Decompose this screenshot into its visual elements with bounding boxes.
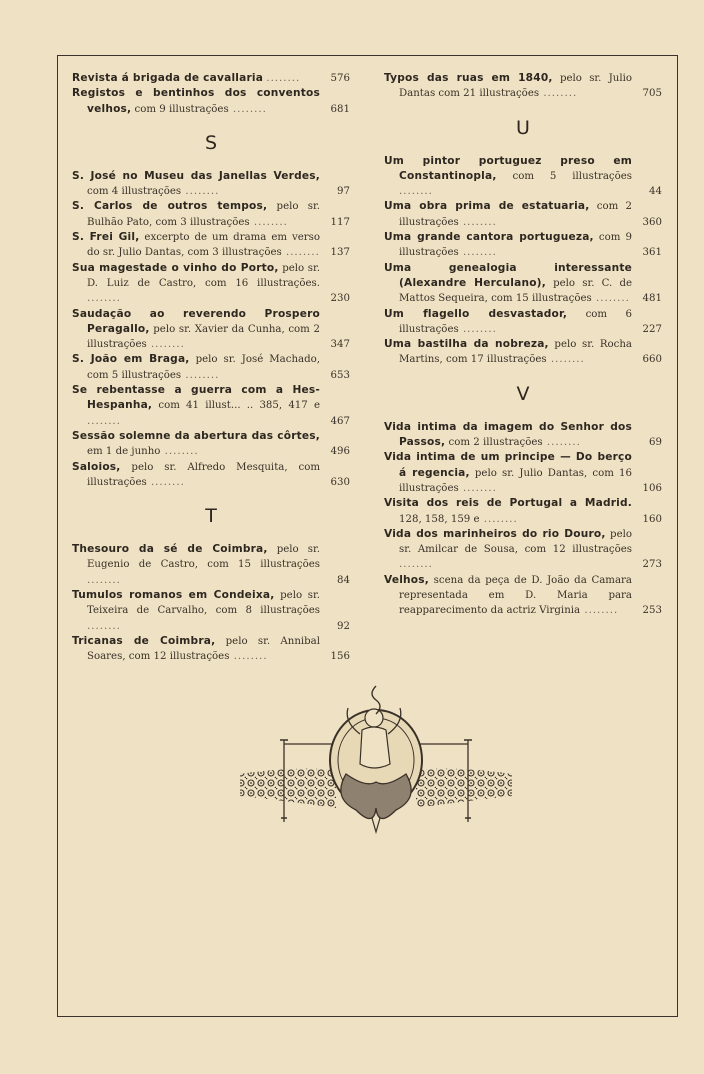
index-entry: [384, 496, 662, 527]
entry-description: pelo sr. Julio Dantas, com 16 illustrações: [399, 467, 632, 494]
entry-title: Vida dos marinheiros do rio Douro,: [384, 527, 606, 540]
index-entry: [72, 230, 350, 261]
entry-description: com 41 illust... .. 385, 417 e: [158, 400, 320, 412]
dot-leader: ........: [146, 476, 185, 488]
entry-description: com 6 illustrações: [399, 308, 632, 335]
entry-title: Visita dos reis de Portugal a Madrid.: [384, 497, 632, 510]
section-letter: U: [516, 116, 530, 139]
section-letter: S: [204, 131, 218, 154]
entry-title: Se rebentasse a guerra com a Hes-Hespanha,: [72, 384, 320, 412]
page-number: 97: [337, 186, 350, 198]
dot-leader: ........: [87, 415, 121, 427]
index-entry: [72, 352, 350, 383]
entry-description: pelo sr. Rocha Martins, com 17 illustrações: [399, 339, 632, 366]
dot-leader: ........: [146, 339, 185, 351]
entry-title: Vida intima da imagem do Senhor dos Passos,: [384, 420, 632, 449]
page-number: 253: [642, 605, 662, 617]
page-number: 230: [330, 293, 350, 305]
entry-description: pelo sr. D. Luiz de Castro, com 16 illustrações.: [87, 262, 320, 289]
entry-title: Saloios,: [72, 460, 121, 473]
index-entry: [72, 429, 350, 460]
entry-description: pelo sr. C. de Mattos Sequeira, com 15 illustrações: [399, 277, 632, 305]
entry-title: Uma genealogia interessante (Alexandre Herculano),: [384, 261, 632, 289]
entry-description: com 9 illustrações: [134, 103, 229, 115]
dot-leader: ........: [458, 482, 497, 494]
dot-leader: ........: [249, 216, 288, 228]
entry-description: com 5 illustrações: [512, 170, 632, 182]
dot-leader: ........: [229, 651, 268, 663]
page-number: 467: [330, 415, 350, 427]
entry-description: pelo sr. Bulhão Pato, com 3 illustrações: [87, 201, 320, 228]
section-letter: T: [205, 505, 217, 528]
page-number: 117: [330, 216, 350, 228]
page-number: 92: [337, 620, 350, 632]
page-number: 681: [330, 103, 350, 115]
entry-title: Sua magestade o vinho do Porto,: [72, 261, 279, 274]
entry-title: S. Frei Gil,: [72, 231, 140, 244]
dot-leader: ........: [87, 574, 121, 586]
index-entry: [72, 169, 350, 200]
dot-leader: ........: [181, 369, 220, 381]
entry-title: Um flagello desvastador,: [384, 307, 568, 320]
entry-description: 128, 158, 159 e: [399, 513, 480, 525]
page-number: 653: [330, 369, 350, 381]
index-column-left: [72, 71, 350, 665]
dot-leader: ........: [539, 88, 578, 100]
page-number: 576: [330, 73, 350, 84]
entry-description: pelo sr. Amilcar de Sousa, com 12 illustrações: [399, 528, 632, 556]
index-entry: [72, 199, 350, 230]
index-entry: [384, 450, 662, 496]
page-number: 84: [337, 574, 350, 586]
dot-leader: ........: [546, 354, 585, 366]
entry-title: Saudação ao reverendo Prospero Peragallo,: [72, 307, 320, 335]
dot-leader: ........: [266, 73, 301, 84]
entry-title: S. João em Braga,: [72, 353, 190, 366]
index-entry: [72, 542, 350, 588]
dot-leader: ........: [580, 605, 619, 617]
page-number: 705: [642, 88, 662, 100]
index-entry: [72, 383, 350, 429]
dot-leader: ........: [399, 186, 433, 198]
page-number: 137: [330, 247, 350, 259]
page-number: 273: [642, 559, 662, 571]
dot-leader: ........: [181, 186, 220, 198]
dot-leader: ........: [458, 323, 497, 335]
entry-description: pelo sr. Julio Dantas com 21 illustrações: [399, 73, 633, 100]
entry-title: Uma bastilha da nobreza,: [384, 338, 549, 351]
page-number: 361: [642, 247, 662, 259]
dot-leader: ........: [479, 513, 518, 525]
index-entry: [384, 337, 662, 368]
index-entry: [384, 71, 662, 102]
entry-description: pelo sr. Eugenio de Castro, com 15 illustrações: [87, 544, 320, 571]
page-number: 160: [642, 513, 662, 525]
page-number: 496: [330, 446, 350, 458]
dot-leader: ........: [87, 293, 121, 305]
page-number: 227: [642, 323, 662, 335]
page-number: 481: [642, 293, 662, 305]
entry-description: pelo sr. Annibal Soares, com 12 illustrações: [87, 635, 320, 663]
entry-description: em 1 de junho: [87, 446, 161, 458]
dot-leader: ........: [591, 293, 630, 305]
entry-title: Uma obra prima de estatuaria,: [384, 200, 590, 213]
page-number: 660: [642, 354, 662, 366]
section-letter: V: [516, 382, 530, 405]
dot-leader: ........: [87, 620, 121, 632]
entry-description: com 2 illustrações: [399, 201, 632, 228]
dot-leader: ........: [160, 446, 199, 458]
entry-description: com 2 illustrações: [448, 437, 543, 449]
page-number: 630: [330, 476, 350, 488]
entry-description: com 4 illustrações: [87, 186, 182, 198]
index-entry: [384, 261, 662, 307]
entry-description: excerpto de um drama em verso do sr. Julio Dantas, com 3 illustrações: [87, 232, 321, 259]
index-entry: [384, 199, 662, 230]
entry-title: Registos e bentinhos dos conventos velhos,: [72, 87, 320, 115]
dot-leader: ........: [458, 216, 497, 228]
entry-description: pelo sr. Teixeira de Carvalho, com 8 illustrações: [87, 590, 320, 617]
entry-title: Tricanas de Coimbra,: [72, 634, 216, 647]
entry-title: Velhos,: [384, 573, 429, 586]
index-entry: [72, 460, 350, 491]
entry-title: Typos das ruas em 1840,: [384, 72, 553, 84]
entry-description: pelo sr. Alfredo Mesquita, com illustrações: [87, 461, 320, 488]
entry-description: com 9 illustrações: [399, 232, 632, 259]
index-column-right: [384, 71, 662, 619]
index-entry: [384, 527, 662, 573]
index-entry: [72, 588, 350, 634]
index-entry: [384, 230, 662, 261]
index-entry: [384, 307, 662, 338]
entry-description: pelo sr. José Machado, com 5 illustrações: [87, 354, 320, 381]
index-entry: [72, 634, 350, 665]
entry-title: Uma grande cantora portugueza,: [384, 231, 594, 244]
entry-title: Tumulos romanos em Condeixa,: [72, 589, 275, 602]
dot-leader: ........: [458, 247, 497, 259]
page-number: 360: [642, 216, 662, 228]
entry-title: S. José no Museu das Janellas Verdes,: [72, 169, 320, 182]
page-number: 347: [330, 339, 350, 351]
entry-title: Thesouro da sé de Coimbra,: [72, 543, 268, 556]
index-entry: [72, 261, 350, 307]
dot-leader: ........: [399, 559, 433, 571]
index-entry: [384, 154, 662, 200]
index-entry: [72, 71, 350, 86]
entry-title: Vida intima de um principe — Do berço á regencia,: [384, 451, 632, 479]
index-entry: [72, 86, 350, 117]
index-entry: [384, 420, 662, 451]
cherub-floral-vignette-icon: [236, 678, 516, 836]
entry-description: pelo sr. Xavier da Cunha, com 2 illustrações: [87, 323, 320, 351]
index-entry: [72, 307, 350, 353]
page-number: 106: [642, 482, 662, 494]
dot-leader: ........: [228, 103, 267, 115]
index-entry: [384, 573, 662, 619]
dot-leader: ........: [542, 437, 581, 449]
entry-title: Sessão solemne da abertura das côrtes,: [72, 429, 320, 442]
page-number: 69: [649, 437, 662, 449]
entry-description: scena da peça de D. João da Camara representada em D. Maria para reapparecimento da actriz Virginia: [399, 574, 632, 617]
entry-title: S. Carlos de outros tempos,: [72, 200, 268, 213]
dot-leader: ........: [281, 247, 320, 259]
entry-title: Um pintor portuguez preso em Constantinopla,: [384, 154, 632, 182]
page-number: 44: [649, 186, 662, 198]
page-number: 156: [330, 651, 350, 663]
entry-title: Revista á brigada de cavallaria: [72, 72, 264, 84]
